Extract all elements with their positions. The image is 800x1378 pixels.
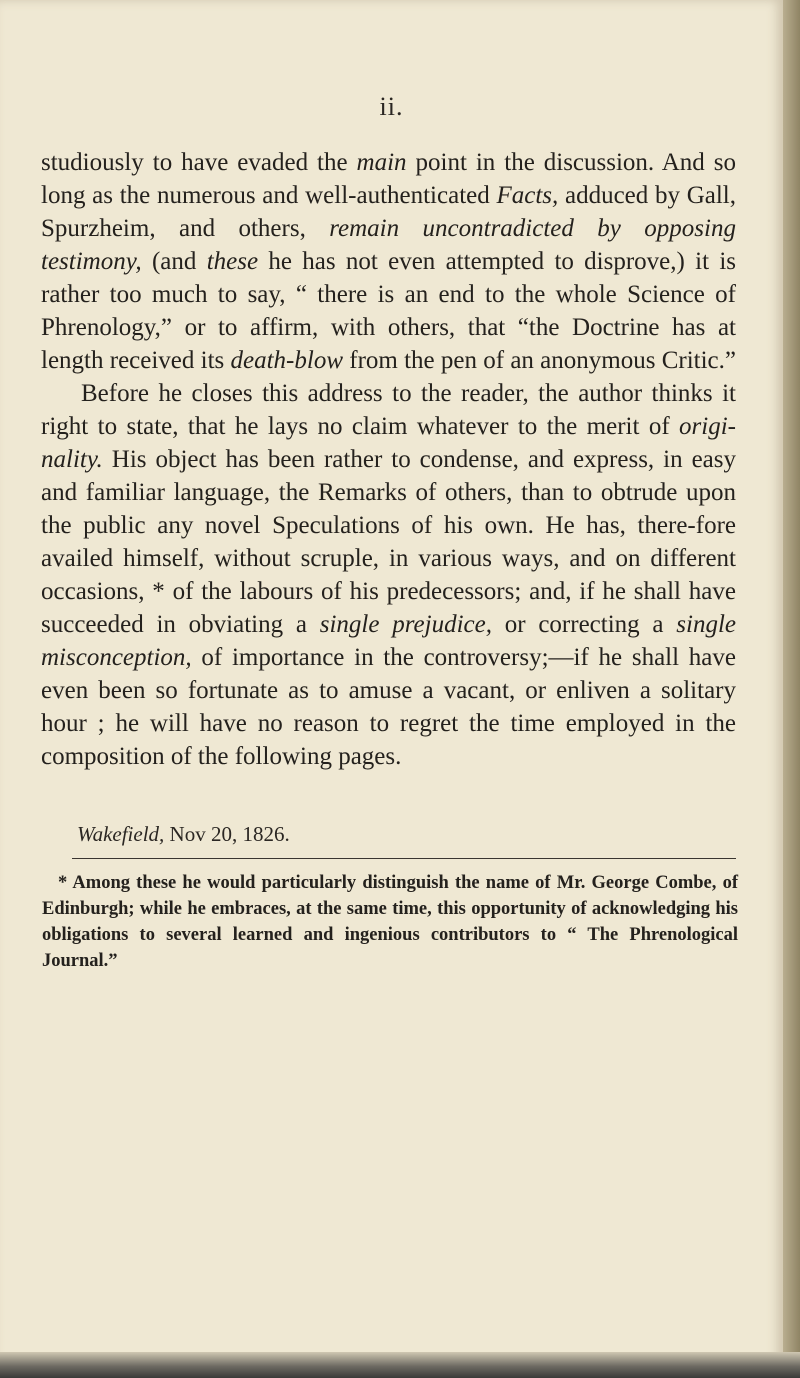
paragraph-2	[41, 377, 736, 773]
text-run: Before he closes this address to the reader, the author thinks it right to state, that he lays no claim whatever to the merit of	[41, 380, 736, 440]
italic-run: death-blow	[230, 347, 344, 374]
signature-date: Nov 20, 1826.	[164, 822, 290, 846]
page-folio: ii.	[379, 92, 404, 121]
footnote-rule	[72, 858, 736, 859]
text-run: or correcting a	[491, 611, 677, 638]
body-text	[41, 146, 736, 773]
text-run: adduced by Gall, Spurzheim, and others,	[41, 182, 736, 242]
text-run: His object has been rather to condense, and express, in easy and familiar language, the Remarks of others, than to obtrude upon the public any novel Speculations of his own. He has, there-fore availed himself, without scruple, in various ways, and on different occasions, * of the labours of his predecessors; and, if he shall have succeeded in obviating a	[41, 446, 736, 638]
text-run: of importance in the controversy;—if he shall have even been so fortunate as to amuse a vacant, or enliven a solitary hour ; he will have no reason to regret the time employed in the composition of the following pages.	[41, 644, 736, 770]
paragraph-1	[41, 146, 736, 377]
italic-run: Facts,	[496, 182, 559, 209]
text-run: from the pen of an anonymous Critic.”	[343, 347, 736, 374]
text-run: point in the discussion. And so long as the numerous and well-authenticated	[41, 149, 736, 209]
binding-strip	[0, 1352, 800, 1378]
italic-run: remain uncontradicted by opposing testimony,	[41, 215, 736, 275]
italic-run: origi-nality.	[41, 413, 736, 473]
italic-run: these	[206, 248, 259, 275]
footnote-text: * Among these he would particularly distinguish the name of Mr. George Combe, of Edinburgh; while he embraces, at the same time, this opportunity of acknowledging his obligations to several learned and ingenious contributors to “ The Phrenological Journal.”	[42, 873, 738, 971]
text-run: studiously to have evaded the	[41, 149, 357, 176]
italic-run: main	[356, 149, 407, 176]
italic-run: single misconception,	[41, 611, 736, 671]
italic-run: single prejudice,	[319, 611, 492, 638]
footnote	[42, 870, 738, 974]
page-edge	[783, 0, 800, 1378]
text-run: (and	[141, 248, 207, 275]
signature-place: Wakefield,	[77, 822, 165, 846]
signature-line	[77, 822, 290, 847]
text-run: he has not even attempted to disprove,) it is rather too much to say, “ there is an end to the whole Science of Phrenology,” or to affirm, with others, that “the Doctrine has at length received its	[41, 248, 737, 374]
